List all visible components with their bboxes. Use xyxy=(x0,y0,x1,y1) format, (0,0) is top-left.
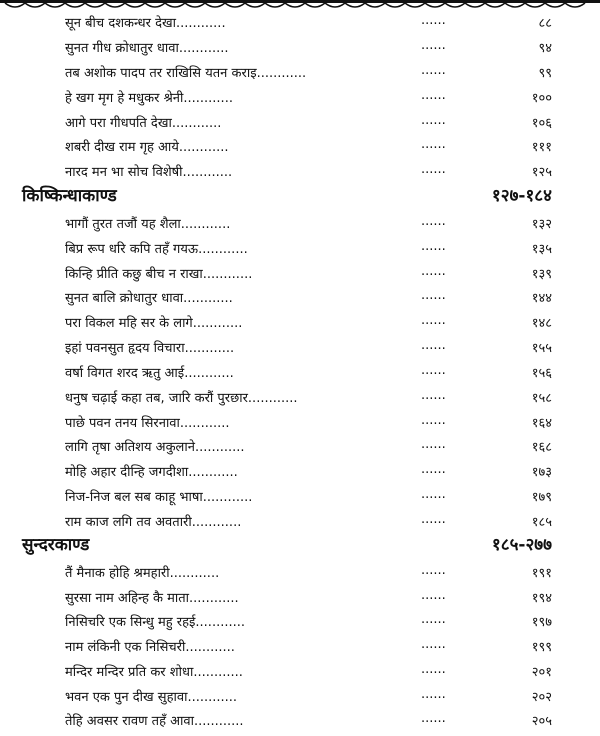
entry-dots: ...... xyxy=(421,437,446,452)
entry-dots: ...... xyxy=(421,313,446,328)
entry-dots: ...... xyxy=(421,711,446,726)
entry-dots: ...... xyxy=(421,88,446,103)
toc-entry xyxy=(0,559,600,583)
entry-title: नाम लंकिनी एक निसिचरी............ xyxy=(65,640,235,655)
entry-title: सुरसा नाम अहिन्ह कै माता............ xyxy=(65,591,239,606)
entry-title: शबरी दीख राम गृह आये............ xyxy=(65,140,229,155)
entry-title: आगे परा गीधपति देखा............ xyxy=(65,116,222,131)
toc-entry xyxy=(0,359,600,383)
toc-entry xyxy=(0,158,600,182)
entry-title: वर्षा विगत शरद ऋतु आई............ xyxy=(65,366,234,381)
section-page-range: १२७-१८४ xyxy=(491,186,552,206)
entry-dots: ...... xyxy=(421,588,446,603)
toc-entry xyxy=(0,133,600,157)
entry-page: १९७ xyxy=(531,615,552,630)
entry-dots: ...... xyxy=(421,413,446,428)
entry-title: परा विकल महि सर के लागे............ xyxy=(65,316,243,331)
toc-entry xyxy=(0,707,600,731)
entry-dots: ...... xyxy=(421,214,446,229)
section-page-range: १८५-२७७ xyxy=(491,535,552,555)
toc-entry xyxy=(0,284,600,308)
toc-entry xyxy=(0,658,600,682)
entry-dots: ...... xyxy=(421,687,446,702)
entry-dots: ...... xyxy=(421,63,446,78)
entry-title: निसिचरि एक सिन्धु महु रहई............ xyxy=(65,615,245,630)
entry-dots: ...... xyxy=(421,563,446,578)
toc-entry xyxy=(0,409,600,433)
entry-title: तब अशोक पादप तर राखिसि यतन कराइ............ xyxy=(65,66,307,81)
toc-entry xyxy=(0,84,600,108)
toc-entry xyxy=(0,384,600,408)
toc-entry xyxy=(0,34,600,58)
entry-page: १९९ xyxy=(531,640,552,655)
entry-title: निज-निज बल सब काहू भाषा............ xyxy=(65,490,253,505)
entry-title: भागौं तुरत तजौं यह शैला............ xyxy=(65,217,231,232)
entry-page: ८८ xyxy=(538,16,552,31)
toc-entry xyxy=(0,608,600,632)
entry-dots: ...... xyxy=(421,113,446,128)
entry-title: तेहि अवसर रावण तहँ आवा............ xyxy=(65,714,244,729)
entry-title: इहां पवनसुत हृदय विचारा............ xyxy=(65,341,235,356)
entry-title: बिप्र रूप धरि कपि तहँ गयऊ............ xyxy=(65,242,248,257)
entry-page: १०६ xyxy=(531,116,552,131)
section-title: किष्किन्धाकाण्ड xyxy=(22,186,117,206)
entry-title: राम काज लगि तव अवतारी............ xyxy=(65,515,242,530)
entry-title: सून बीच दशकन्धर देखा............ xyxy=(65,16,226,31)
entry-page: १४४ xyxy=(531,291,552,306)
entry-title: भवन एक पुन दीख सुहावा............ xyxy=(65,690,238,705)
toc-entry xyxy=(0,508,600,532)
entry-page: १५६ xyxy=(531,366,552,381)
toc-entry xyxy=(0,334,600,358)
entry-page: २०१ xyxy=(531,665,552,680)
entry-page: १११ xyxy=(531,140,552,155)
entry-title: मन्दिर मन्दिर प्रति कर शोधा............ xyxy=(65,665,243,680)
entry-page: १८५ xyxy=(531,515,552,530)
toc-entry xyxy=(0,235,600,259)
entry-page: १३५ xyxy=(531,242,552,257)
entry-page: १९१ xyxy=(531,566,552,581)
toc-entry xyxy=(0,584,600,608)
entry-title: नारद मन भा सोच विशेषी............ xyxy=(65,165,233,180)
toc-entry xyxy=(0,309,600,333)
entry-title: हे खग मृग हे मधुकर श्रेनी............ xyxy=(65,91,233,106)
entry-page: १६८ xyxy=(531,440,552,455)
entry-page: १५५ xyxy=(531,341,552,356)
section-title: सुन्दरकाण्ड xyxy=(22,535,90,555)
toc-entry xyxy=(0,458,600,482)
entry-dots: ...... xyxy=(421,137,446,152)
section-heading xyxy=(0,181,600,207)
entry-title: सुनत गीध क्रोधातुर धावा............ xyxy=(65,41,229,56)
entry-page: ९९ xyxy=(538,66,552,81)
entry-page: १७३ xyxy=(531,465,552,480)
entry-dots: ...... xyxy=(421,612,446,627)
entry-dots: ...... xyxy=(421,487,446,502)
entry-dots: ...... xyxy=(421,288,446,303)
entry-title: सुनत बालि क्रोधातुर धावा............ xyxy=(65,291,233,306)
section-heading xyxy=(0,530,600,556)
entry-page: १३९ xyxy=(531,267,552,282)
entry-page: १९४ xyxy=(531,591,552,606)
entry-dots: ...... xyxy=(421,338,446,353)
entry-dots: ...... xyxy=(421,388,446,403)
entry-title: लागि तृषा अतिशय अकुलाने............ xyxy=(65,440,245,455)
toc-entry xyxy=(0,109,600,133)
entry-title: किन्हि प्रीति कछु बीच न राखा............ xyxy=(65,267,253,282)
entry-page: १४८ xyxy=(531,316,552,331)
toc-entry xyxy=(0,433,600,457)
entry-page: १३२ xyxy=(531,217,552,232)
entry-page: १२५ xyxy=(531,165,552,180)
entry-page: १७९ xyxy=(531,490,552,505)
entry-dots: ...... xyxy=(421,162,446,177)
entry-page: २०५ xyxy=(531,714,552,729)
entry-dots: ...... xyxy=(421,462,446,477)
entry-dots: ...... xyxy=(421,637,446,652)
toc-entry xyxy=(0,59,600,83)
entry-dots: ...... xyxy=(421,363,446,378)
entry-title: धनुष चढ़ाई कहा तब, जारि करौं पुरछार............ xyxy=(65,391,298,406)
entry-title: मोहि अहार दीन्हि जगदीशा............ xyxy=(65,465,238,480)
entry-dots: ...... xyxy=(421,239,446,254)
entry-page: १६४ xyxy=(531,416,552,431)
entry-dots: ...... xyxy=(421,264,446,279)
entry-dots: ...... xyxy=(421,512,446,527)
entry-dots: ...... xyxy=(421,13,446,28)
entry-page: ९४ xyxy=(538,41,552,56)
toc-entry xyxy=(0,9,600,33)
entry-page: १०० xyxy=(531,91,552,106)
entry-page: २०२ xyxy=(531,690,552,705)
toc-entry xyxy=(0,633,600,657)
toc-entry xyxy=(0,483,600,507)
entry-title: तैं मैनाक होहि श्रमहारी............ xyxy=(65,566,220,581)
entry-page: १५८ xyxy=(531,391,552,406)
entry-dots: ...... xyxy=(421,38,446,53)
toc-entry xyxy=(0,683,600,707)
toc-entry xyxy=(0,260,600,284)
entry-title: पाछे पवन तनय सिरनावा............ xyxy=(65,416,230,431)
toc-entry xyxy=(0,210,600,234)
entry-dots: ...... xyxy=(421,662,446,677)
